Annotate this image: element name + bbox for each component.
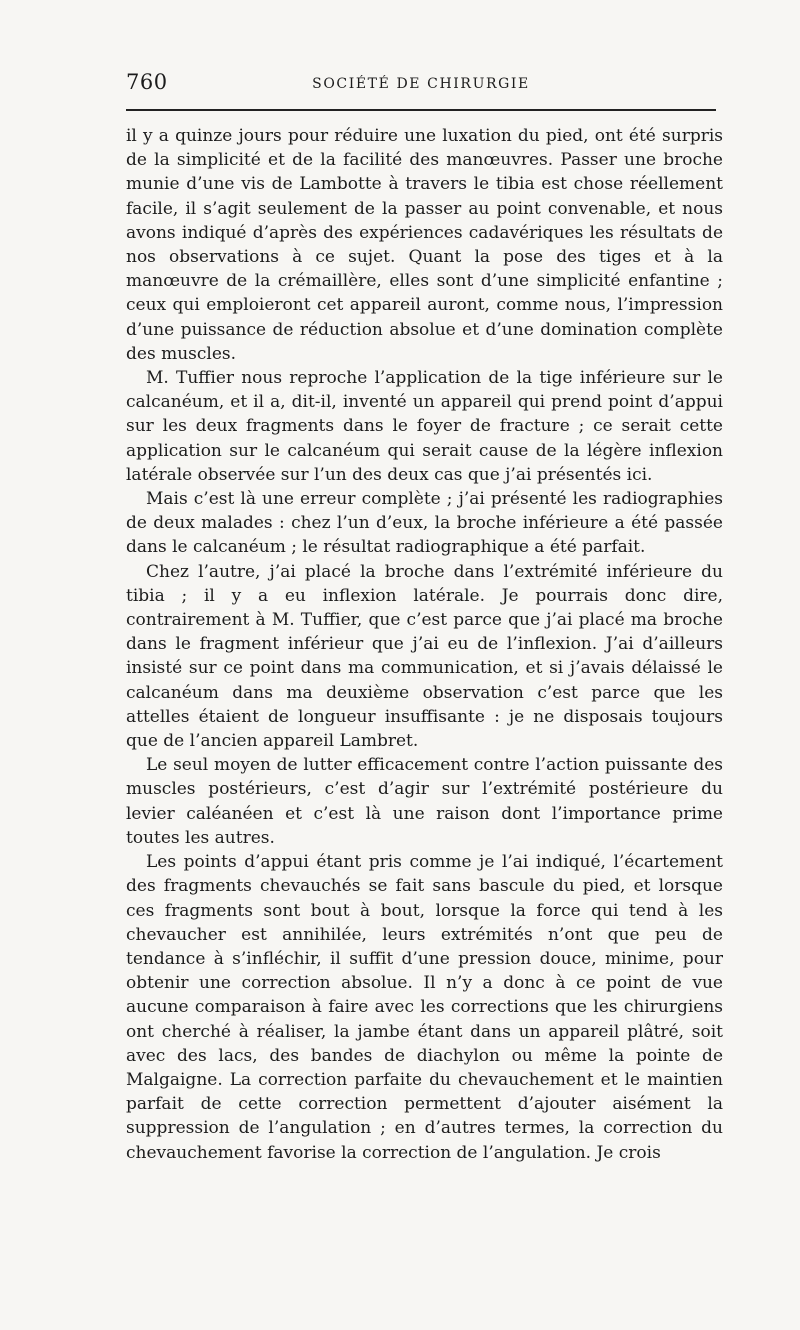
body-text [126, 124, 723, 1165]
paragraph: Mais c’est là une erreur complète ; j’ai présenté les radiographies de deux malades : chez l’un d’eux, la broche inférieure a été passée dans le calcanéum ; le résultat radiographique a été parfait. [126, 489, 723, 558]
page-header [126, 66, 716, 106]
page-number: 760 [126, 70, 168, 94]
paragraph: Chez l’autre, j’ai placé la broche dans l’extrémité inférieure du tibia ; il y a eu inflexion latérale. Je pourrais donc dire, contrairement à M. Tuffier, que c’est parce que j’ai placé ma broche dans le fragment inférieur que j’ai eu de l’inflexion. J’ai d’ailleurs insisté sur ce point dans ma communication, et si j’avais délaissé le calcanéum dans ma deuxième observation c’est parce que les attelles étaient de longueur insuffisante : je ne disposais toujours que de l’ancien appareil Lambret. [126, 561, 723, 752]
paragraph: Les points d’appui étant pris comme je l’ai indiqué, l’écartement des fragments chevauchés se fait sans bascule du pied, et lorsque ces fragments sont bout à bout, lorsque la force qui tend à les chevaucher est annihilée, leurs extrémités n’ont que peu de tendance à s’infléchir, il suffit d’une pression douce, minime, pour obtenir une correction absolue. Il n’y a donc à ce point de vue aucune comparaison à faire avec les corrections que les chirurgiens ont cherché à réaliser, la jambe étant dans un appareil plâtré, soit avec des lacs, des bandes de diachylon ou même la pointe de Malgaigne. La correction parfaite du chevauchement et le maintien parfait de cette correction permettent d’ajouter aisément la suppression de l’angulation ; en d’autres termes, la correction du chevauchement favorise la correction de l’angulation. Je crois [126, 852, 723, 1163]
paragraph: M. Tuffier nous reproche l’application de la tige inférieure sur le calcanéum, et il a, dit-il, inventé un appareil qui prend point d’appui sur les deux fragments dans le foyer de fracture ; ce serait cette application sur le calcanéum qui serait cause de la légère inflexion latérale observée sur l’un des deux cas que j’ai présentés ici. [126, 368, 723, 485]
paragraph: Le seul moyen de lutter efficacement contre l’action puissante des muscles postérieurs, c’est d’agir sur l’extrémité postérieure du levier caléanéen et c’est là une raison dont l’importance prime toutes les autres. [126, 755, 723, 848]
header-rule [126, 109, 716, 111]
paragraph-continuation: il y a quinze jours pour réduire une luxation du pied, ont été surpris de la simplicité et de la facilité des manœuvres. Passer une broche munie d’une vis de Lambotte à travers le tibia est chose réellement facile, il s’agit seulement de la passer au point convenable, et nous avons indiqué d’après des expériences cadavériques les résultats de nos observations à ce sujet. Quant la pose des tiges et à la manœuvre de la crémaillère, elles sont d’une simplicité enfantine ; ceux qui emploieront cet appareil auront, comme nous, l’impression d’une puissance de réduction absolue et d’une domination complète des muscles. [126, 126, 723, 364]
running-title: SOCIÉTÉ DE CHIRURGIE [312, 76, 530, 92]
